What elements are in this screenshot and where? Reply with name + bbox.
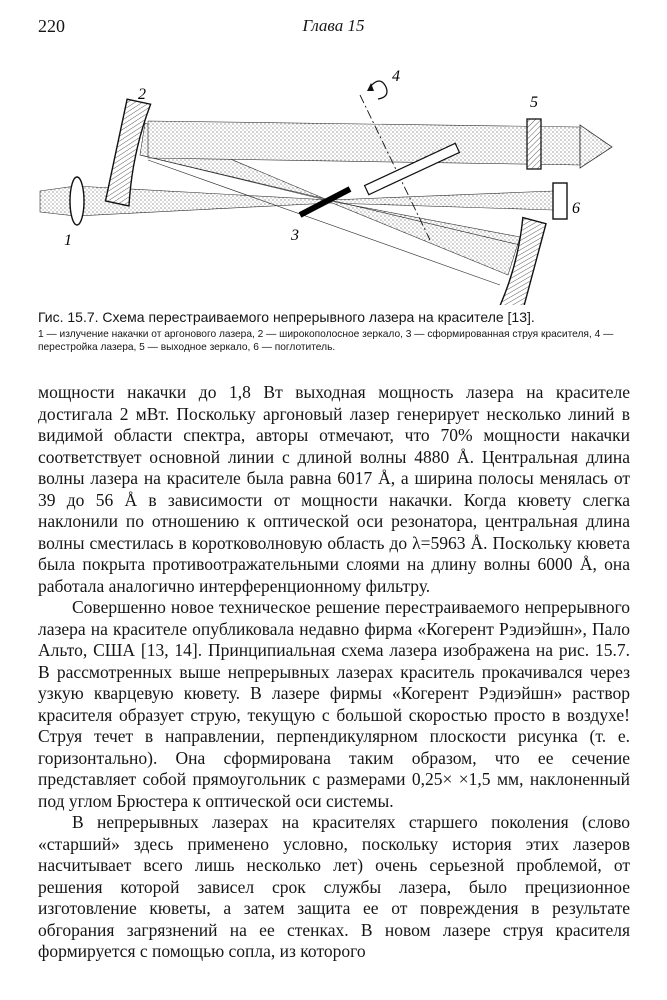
- optical-axis-line: [148, 160, 500, 285]
- label-6: 6: [572, 200, 580, 217]
- body-text: [38, 382, 630, 963]
- lens: [70, 177, 84, 225]
- page-number: 220: [38, 16, 65, 36]
- label-5: 5: [530, 94, 538, 111]
- output-beam-arrow: [580, 125, 612, 168]
- output-beam: [148, 121, 580, 165]
- page-header: [0, 16, 667, 40]
- figure-caption: [38, 309, 630, 354]
- label-3: 3: [291, 227, 299, 244]
- output-mirror: [527, 119, 541, 169]
- paragraph: В непрерывных лазерах на красителях старшего поколения (слово «старший» здесь применено условно, поскольку история этих лазеров насчитывает всего лишь несколько лет) очень серьезной проблемой, от решения которой зависел срок службы лазера, было прецизионное изготовление кюветы, а затем защита ее от повреждения в результате обгорания загрязнений на ее стенках. В новом лазере струя красителя формируется с помощью сопла, из которого: [38, 812, 630, 961]
- absorber: [553, 183, 567, 219]
- label-4: 4: [392, 68, 400, 85]
- caption-legend: 1 — излучение накачки от аргонового лазера, 2 — широкополосное зеркало, 3 — сформированная струя красителя, 4 — перестройка лазера, 5 — выходное зеркало, 6 — поглотитель.: [38, 329, 614, 353]
- laser-schematic-figure: [0, 55, 667, 305]
- paragraph: Совершенно новое техническое решение перестраиваемого непрерывного лазера на красителе опубликовала недавно фирма «Когерент Рэдиэйшн», Пало Альто, США [13, 14]. Принципиальная схема лазера изображена на рис. 15.7. В рассмотренных выше непрерывных лазерах краситель прокачивался через узкую кварцевую кювету. В лазере фирмы «Когерент Рэдиэйшн» раствор красителя образует струю, текущую с большой скоростью просто в воздухе! Струя течет в направлении, перпендикулярном плоскости рисунка (т. е. горизонтально). Она сформирована таким образом, что ее сечение представляет собой прямоугольник с размерами 0,25× ×1,5 мм, наклоненный под углом Брюстера к оптической оси системы.: [38, 597, 630, 811]
- label-1: 1: [64, 232, 72, 249]
- paragraph: мощности накачки до 1,8 Вт выходная мощность лазера на красителе достигала 2 мВт. Поскольку аргоновый лазер генерирует несколько линий в видимой области спектра, авторы отмечают, что 70% мощности накачки соответствует основной линии с длиной волны 4880 Å. Центральная длина волны лазера на красителе была равна 6017 Å, а ширина полосы менялась от 39 до 56 Å в зависимости от мощности накачки. Когда кювету слегка наклонили по отношению к оптической оси резонатора, центральная длина волны сместилась в коротковолновую область до λ=5963 Å. Поскольку кювета была покрыта противоотражательными слоями на длину волны 6000 Å, она работала аналогично интерференционному фильтру.: [38, 382, 630, 596]
- label-2: 2: [138, 86, 146, 103]
- caption-title: Гис. 15.7. Схема перестраиваемого непрерывного лазера на красителе [13].: [38, 309, 535, 325]
- running-head: Глава 15: [302, 16, 365, 35]
